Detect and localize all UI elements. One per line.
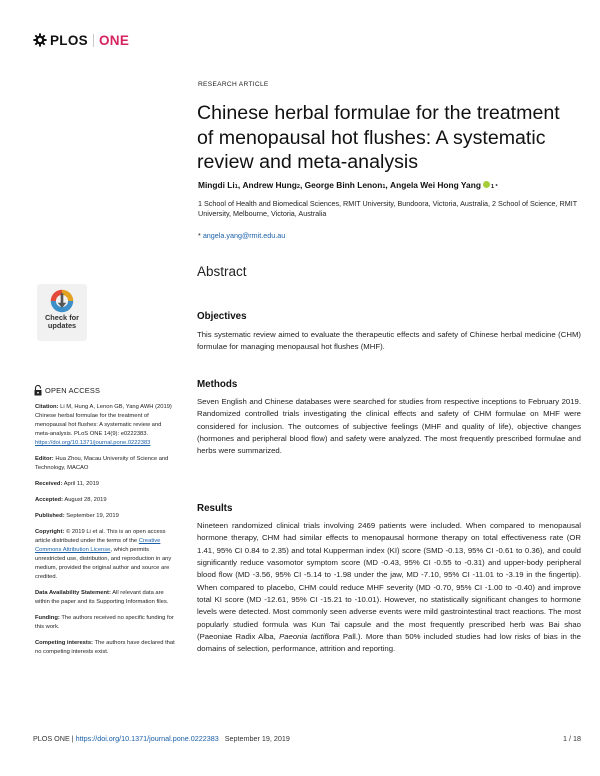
published-date: September 19, 2019	[66, 513, 119, 519]
check-for-updates-badge[interactable]	[37, 284, 87, 341]
results-text-part2: Pall.). More than 50% included studies had low risks of bias in the domains of selection, performance, attrition and reporting.	[197, 632, 581, 654]
open-lock-icon	[34, 385, 42, 396]
logo-plos-text: PLOS	[50, 32, 88, 48]
corresponding-mark: *	[198, 231, 201, 240]
results-text-part1: Nineteen randomized clinical trials involving 2469 patients were included. When compared to menopausal hormone therapy, CHM had similar effects to menopausal hormone therapy on total effectiveness rate (OR 1.41, 95% CI 0.84 to 2.35) and total Kupperman index (KI) score (SMD -0.13, 95% CI -0.61 to 0.36), and could significantly reduce vasomotor symptom score (MD -0.43, 95% CI -0.55 to -0.31) and upper-body peripheral blood flow (MD -3.56, 95% CI -5.14 to -1.98 under the jaw, MD -7.10, 95% CI -11.01 to -3.19 in the fingertip). When compared to placebo, CHM could reduce MHF severity (MD -0.70, 95% CI -1.00 to -0.40) and improve total KI score (MD -12.61, 95% CI -15.21 to -10.01). However, no statistically significant changes to hormone levels were detected. Most commonly seen adverse events were mild gastrointestinal tract reactions. The most popularly studied formula was Kun Tai capsule and the most frequently prescribed herb was Bai shao (Paeoniae Radix Alba,	[197, 521, 581, 642]
footer-journal: PLOS ONE	[33, 734, 70, 743]
logo-one-text: ONE	[98, 32, 130, 48]
funding-label: Funding:	[35, 615, 60, 621]
footer-doi-link[interactable]: https://doi.org/10.1371/journal.pone.0222383	[75, 734, 219, 743]
citation-doi-link[interactable]: https://doi.org/10.1371/journal.pone.0222383	[35, 440, 151, 446]
methods-heading: Methods	[197, 379, 238, 390]
accepted-date: August 28, 2019	[64, 497, 107, 503]
copyright-block	[35, 528, 175, 582]
data-availability-text: All relevant data are within the paper and its Supporting Information files.	[35, 590, 169, 605]
corresponding-email	[198, 231, 285, 240]
funding-text: The authors received no specific funding for this work.	[35, 615, 174, 630]
funding-block	[35, 614, 175, 632]
copyright-text-rest: , which permits unrestricted use, distribution, and reproduction in any medium, provided the original author and source are credited.	[35, 547, 172, 580]
author-name[interactable]: Angela Wei Hong Yang	[390, 180, 481, 190]
author-affiliation-mark: 1	[382, 184, 386, 190]
open-access-label	[34, 385, 100, 396]
received-date: April 11, 2019	[63, 481, 100, 487]
copyright-text: © 2019 Li et al. This is an open access article distributed under the terms of the	[35, 529, 166, 544]
author-affiliation-mark: 2	[296, 184, 300, 190]
accepted-block	[35, 496, 175, 505]
plos-one-logo	[33, 31, 129, 49]
citation-block	[35, 403, 175, 448]
objectives-text: This systematic review aimed to evaluate the therapeutic effects and safety of Chinese herbal medicine (CHM) formulae for managing menopausal hot flushes (MHF).	[197, 330, 581, 352]
data-availability-label: Data Availability Statement:	[35, 590, 111, 596]
article-metadata-sidebar	[35, 403, 175, 664]
received-block	[35, 480, 175, 489]
results-text	[197, 520, 581, 656]
logo-divider	[93, 34, 94, 47]
author-separator: ,	[299, 180, 305, 190]
author-name[interactable]: Mingdi Li	[198, 180, 235, 190]
plos-cog-icon	[33, 33, 47, 47]
editor-text: Hua Zhou, Macau University of Science and Technology, MACAO	[35, 456, 169, 471]
editor-label: Editor:	[35, 456, 54, 462]
footer-separator: |	[71, 734, 74, 743]
published-block	[35, 512, 175, 521]
author-name[interactable]: George Binh Lenon	[304, 180, 383, 190]
citation-label: Citation:	[35, 404, 59, 410]
page-number: 1 / 18	[563, 734, 581, 743]
badge-line1: Check for	[44, 313, 80, 322]
received-label: Received:	[35, 481, 63, 487]
methods-text: Seven English and Chinese databases were searched for studies from respective inceptions to February 2019. Randomized controlled trials investigating the clinical effects and safety of CHM formulae on MHF were considered for inclusion. The outcomes of subjective feelings (MHF and quality of life), objective changes (hormones and peripheral blood flow) and safety were analyzed. The most frequently prescribed formulae and herbs were summarized.	[197, 397, 581, 456]
competing-interests-text: The authors have declared that no competing interests exist.	[35, 640, 175, 655]
copyright-label: Copyright:	[35, 529, 65, 535]
author-affiliation-mark: 1	[234, 184, 238, 190]
article-title: Chinese herbal formulae for the treatment of menopausal hot flushes: A systematic review and meta-analysis	[197, 102, 560, 173]
competing-interests-label: Competing interests:	[35, 640, 93, 646]
author-name[interactable]: Andrew Hung	[242, 180, 297, 190]
published-label: Published:	[35, 513, 65, 519]
competing-interests-block	[35, 639, 175, 657]
license-link[interactable]: Creative Commons Attribution License	[35, 538, 161, 553]
objectives-heading: Objectives	[197, 311, 247, 322]
author-separator: ,	[385, 180, 391, 190]
page-footer	[33, 734, 581, 743]
open-access-text: OPEN ACCESS	[45, 386, 101, 395]
email-link[interactable]: angela.yang@rmit.edu.au	[202, 231, 286, 240]
footer-date: September 19, 2019	[224, 734, 290, 743]
affiliations: 1 School of Health and Biomedical Sciences, RMIT University, Bundoora, Victoria, Australia, 2 School of Science, RMIT University, Melbourne, Victoria, Australia	[198, 199, 577, 218]
editor-block	[35, 455, 175, 473]
crossmark-icon	[49, 288, 75, 314]
results-heading: Results	[197, 503, 233, 514]
abstract-heading: Abstract	[197, 264, 247, 279]
author-separator: ,	[237, 180, 243, 190]
author-list	[198, 180, 498, 190]
orcid-icon[interactable]	[483, 181, 490, 188]
article-type: RESEARCH ARTICLE	[198, 81, 269, 88]
author-affiliation-mark: 1 *	[490, 184, 498, 190]
badge-line2: updates	[47, 321, 77, 330]
accepted-label: Accepted:	[35, 497, 64, 503]
citation-text: Li M, Hung A, Lenon GB, Yang AWH (2019) Chinese herbal formulae for the treatment of menopausal hot flushes: A systematic review and meta-analysis. PLoS ONE 14(9): e0222383.	[35, 404, 172, 437]
species-name: Paeonia lactiflora	[279, 632, 340, 642]
data-availability-block	[35, 589, 175, 607]
